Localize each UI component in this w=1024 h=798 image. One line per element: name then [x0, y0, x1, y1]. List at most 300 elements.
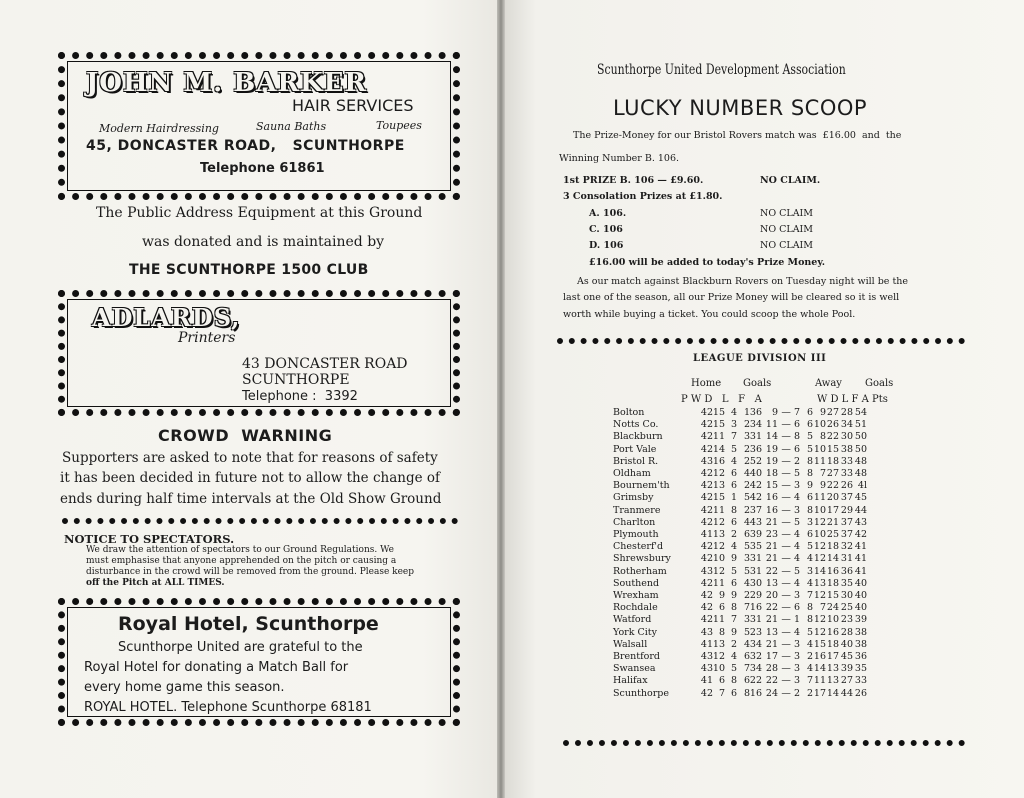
league-cell-home-lost: 5: [743, 626, 750, 638]
league-cell-home-against: 21: [765, 516, 778, 528]
league-cell-separator: — 5: [781, 468, 800, 479]
consolation-heading: 3 Consolation Prizes at £1.80.: [563, 191, 723, 202]
league-cell-home-drawn: 3: [730, 419, 737, 431]
league-cell-separator: — 6: [781, 419, 800, 431]
league-cell-played: 43: [700, 565, 713, 577]
league-cell-away-drawn: 13: [813, 577, 826, 589]
league-cell-away-for: 25: [826, 529, 839, 540]
league-group-away: Away: [815, 378, 842, 389]
crowd-warning-line3: ends during half time intervals at the Old Show Ground: [60, 491, 442, 507]
league-cell-away-won: 6: [806, 529, 813, 540]
league-cell-played: 41: [700, 529, 713, 540]
league-cell-away-won: 4: [806, 638, 813, 650]
league-cell-points: 44: [854, 504, 867, 516]
barker-subtitle: HAIR SERVICES: [292, 96, 414, 115]
league-cell-team-name: Charlton: [613, 516, 656, 528]
league-cell-away-against: 30: [840, 590, 853, 601]
league-cell-home-for: 42: [749, 480, 762, 492]
league-cell-away-drawn: 10: [813, 529, 826, 540]
consolation-status: NO CLAIM: [760, 208, 814, 219]
league-cell-home-won: 12: [712, 468, 725, 479]
league-cell-away-won: 6: [806, 419, 813, 431]
league-cell-team-name: Tranmere: [613, 504, 661, 516]
league-cell-home-for: 23: [749, 626, 762, 638]
league-cell-home-lost: 6: [743, 529, 750, 540]
league-table: [613, 407, 1024, 707]
league-cell-home-lost: 4: [743, 516, 750, 528]
league-cell-points: 48: [854, 455, 867, 467]
league-cell-away-drawn: 7: [819, 602, 826, 614]
league-cell-team-name: Plymouth: [613, 529, 659, 540]
league-cell-home-drawn: 5: [730, 443, 737, 455]
association-heading: Scunthorpe United Development Association: [597, 62, 846, 78]
league-cell-home-for: 31: [749, 565, 762, 577]
league-cell-home-won: 10: [712, 553, 725, 565]
league-cell-home-against: 13: [765, 626, 778, 638]
league-cell-away-drawn: 12: [813, 516, 826, 528]
league-cell-home-against: 16: [765, 492, 778, 504]
league-row: [613, 602, 1024, 614]
league-cell-home-won: 12: [712, 565, 725, 577]
league-cell-home-won: 8: [718, 626, 725, 638]
league-cell-points: 35: [854, 663, 867, 675]
league-cell-home-for: 16: [749, 687, 762, 699]
consolation-status: NO CLAIM: [760, 224, 814, 235]
league-cell-team-name: Port Vale: [613, 443, 657, 455]
league-cell-home-lost: 2: [743, 504, 750, 516]
league-title: LEAGUE DIVISION III: [693, 353, 827, 364]
league-cell-home-drawn: 7: [730, 431, 737, 443]
league-row: [613, 431, 1024, 443]
league-cell-home-drawn: 8: [730, 602, 737, 614]
adlards-address1: 43 DONCASTER ROAD: [242, 356, 408, 372]
league-cell-away-won: 8: [806, 455, 813, 467]
league-cell-away-won: 2: [806, 651, 813, 662]
league-cell-team-name: Shrewsbury: [613, 553, 671, 565]
league-cell-home-for: 39: [749, 529, 762, 540]
league-cell-played: 42: [700, 480, 713, 492]
league-cell-separator: — 8: [781, 431, 800, 443]
league-cell-home-against: 20: [765, 590, 778, 601]
league-cell-separator: — 4: [781, 541, 800, 553]
league-cell-points: 38: [854, 626, 867, 638]
lucky-number-title: LUCKY NUMBER SCOOP: [613, 96, 868, 120]
league-cell-team-name: Oldham: [613, 468, 651, 479]
league-cell-home-drawn: 2: [730, 529, 737, 540]
league-cell-away-against: 23: [840, 614, 853, 626]
league-cell-played: 42: [700, 590, 713, 601]
league-cell-home-against: 23: [765, 529, 778, 540]
league-cell-points: 33: [854, 675, 867, 687]
consolation-number: A. 106.: [589, 208, 627, 219]
league-cell-home-for: 52: [749, 455, 762, 467]
royal-hotel-title: Royal Hotel, Scunthorpe: [118, 613, 379, 635]
league-cell-away-for: 15: [826, 443, 839, 455]
league-cell-home-for: 34: [749, 419, 762, 431]
league-group-home: Home: [691, 378, 722, 389]
league-cell-away-won: 4: [806, 553, 813, 565]
league-cell-away-for: 13: [826, 675, 839, 687]
league-cell-played: 42: [700, 516, 713, 528]
league-cell-away-for: 16: [826, 626, 839, 638]
league-cell-played: 42: [700, 443, 713, 455]
league-cell-home-won: 11: [712, 504, 725, 516]
first-prize-status: NO CLAIM.: [760, 175, 821, 186]
league-cell-home-drawn: 6: [730, 480, 737, 492]
league-cell-home-won: 6: [718, 602, 725, 614]
league-cell-home-against: 16: [765, 504, 778, 516]
league-cell-points: 43: [854, 516, 867, 528]
league-row: [613, 675, 1024, 687]
league-cell-away-drawn: 11: [813, 455, 826, 467]
league-cell-home-drawn: 4: [730, 407, 737, 418]
league-cell-home-against: 11: [765, 419, 778, 431]
league-cell-away-for: 22: [826, 480, 839, 492]
league-cell-team-name: Blackburn: [613, 431, 663, 443]
league-cell-home-drawn: 6: [730, 516, 737, 528]
closing-line1: As our match against Blackburn Rovers on Tuesday night will be the: [577, 276, 909, 287]
league-cell-away-won: 5: [806, 626, 813, 638]
league-row: [613, 444, 1024, 456]
first-prize-label: 1st PRIZE B. 106 — £9.60.: [563, 175, 704, 186]
league-cell-home-won: 12: [712, 651, 725, 662]
league-cell-away-won: 8: [806, 602, 813, 614]
league-cell-played: 43: [700, 663, 713, 675]
league-cell-played: 41: [700, 675, 713, 687]
league-cell-home-lost: 5: [743, 541, 750, 553]
league-cell-team-name: Halifax: [613, 675, 648, 687]
pa-notice-line1: The Public Address Equipment at this Ground: [96, 205, 423, 221]
royal-hotel-line2: Royal Hotel for donating a Match Ball for: [84, 660, 349, 675]
league-cell-home-won: 15: [712, 419, 725, 431]
league-cell-separator: — 4: [781, 626, 800, 638]
spectators-notice-line2: must emphasise that anyone apprehended on the pitch or causing a: [86, 556, 397, 566]
league-cell-team-name: Rochdale: [613, 602, 658, 614]
league-cell-away-for: 14: [826, 687, 839, 699]
league-cell-home-drawn: 9: [730, 590, 737, 601]
league-cell-points: 51: [854, 419, 867, 431]
league-row: [613, 627, 1024, 639]
league-cell-away-drawn: 9: [819, 480, 826, 492]
league-cell-home-drawn: 9: [730, 553, 737, 565]
divider-rule: [557, 338, 965, 344]
league-cell-home-for: 30: [749, 577, 762, 589]
league-row: [613, 407, 1024, 419]
league-cell-points: 40: [854, 590, 867, 601]
league-cell-points: 41: [854, 553, 867, 565]
league-cell-points: 38: [854, 638, 867, 650]
league-cell-away-against: 34: [840, 419, 853, 431]
league-cell-away-won: 4: [806, 577, 813, 589]
league-cell-home-drawn: 5: [730, 565, 737, 577]
league-cell-away-for: 18: [826, 577, 839, 589]
league-cell-played: 42: [700, 419, 713, 431]
crowd-warning-line2: it has been decided in future not to allow the change of: [60, 470, 441, 486]
league-cell-home-drawn: 8: [730, 504, 737, 516]
league-cell-team-name: Watford: [613, 614, 652, 626]
league-cell-away-against: 31: [840, 553, 853, 565]
league-row: [613, 590, 1024, 602]
league-cell-away-for: 21: [826, 516, 839, 528]
league-cell-separator: — 7: [781, 407, 800, 418]
league-cell-away-drawn: 12: [813, 541, 826, 553]
league-cell-away-drawn: 8: [819, 431, 826, 443]
league-cell-home-drawn: 6: [730, 687, 737, 699]
league-cell-home-against: 21: [765, 553, 778, 565]
league-cell-home-for: 22: [749, 675, 762, 687]
league-cell-home-drawn: 2: [730, 638, 737, 650]
league-cell-away-drawn: 7: [819, 468, 826, 479]
league-cell-home-lost: 2: [743, 480, 750, 492]
league-cell-played: 42: [700, 553, 713, 565]
league-cell-away-against: 45: [840, 651, 853, 662]
league-cell-separator: — 3: [781, 504, 800, 516]
league-row: [613, 663, 1024, 675]
league-cell-team-name: Brentford: [613, 651, 660, 662]
league-cell-separator: — 1: [781, 614, 800, 626]
league-cell-away-for: 22: [826, 431, 839, 443]
barker-service-hairdressing: Modern Hairdressing: [99, 122, 219, 135]
league-cell-home-for: 40: [749, 468, 762, 479]
league-cell-home-won: 15: [712, 492, 725, 504]
league-cell-home-drawn: 6: [730, 468, 737, 479]
league-cell-home-against: 14: [765, 431, 778, 443]
league-cell-home-lost: 2: [743, 455, 750, 467]
league-cell-team-name: Scunthorpe: [613, 687, 669, 699]
league-cell-home-won: 11: [712, 614, 725, 626]
league-head-away: W D L F A Pts: [817, 394, 888, 405]
league-cell-team-name: Bolton: [613, 407, 645, 418]
league-cell-home-won: 6: [718, 675, 725, 687]
league-cell-team-name: Bristol R.: [613, 455, 659, 467]
league-cell-played: 43: [700, 626, 713, 638]
league-cell-home-for: 36: [749, 407, 762, 418]
league-cell-away-against: 40: [840, 638, 853, 650]
league-cell-away-for: 10: [826, 614, 839, 626]
carry-over-note: £16.00 will be added to today's Prize Money.: [589, 257, 826, 268]
league-cell-team-name: Bournem'th: [613, 480, 670, 492]
league-cell-away-drawn: 12: [813, 614, 826, 626]
consolation-number: C. 106: [589, 224, 623, 235]
league-cell-away-won: 5: [806, 431, 813, 443]
league-cell-points: 41: [854, 565, 867, 577]
league-cell-home-won: 13: [712, 638, 725, 650]
league-cell-points: 40: [854, 577, 867, 589]
league-cell-home-won: 12: [712, 516, 725, 528]
barker-service-sauna: Sauna Baths: [256, 120, 327, 133]
league-cell-home-for: 43: [749, 516, 762, 528]
league-cell-home-lost: 4: [743, 638, 750, 650]
league-cell-played: 42: [700, 614, 713, 626]
league-cell-home-against: 28: [765, 663, 778, 675]
league-cell-away-against: 30: [840, 431, 853, 443]
league-cell-home-won: 7: [718, 687, 725, 699]
league-cell-home-for: 31: [749, 614, 762, 626]
league-cell-away-for: 20: [826, 492, 839, 504]
league-cell-team-name: Walsall: [613, 638, 648, 650]
league-cell-home-drawn: 5: [730, 663, 737, 675]
league-cell-away-drawn: 10: [813, 504, 826, 516]
league-cell-away-against: 28: [840, 407, 853, 418]
league-cell-separator: — 3: [781, 480, 800, 492]
league-cell-played: 42: [700, 687, 713, 699]
league-cell-played: 42: [700, 541, 713, 553]
league-cell-away-drawn: 10: [813, 443, 826, 455]
league-cell-separator: — 3: [781, 590, 800, 601]
league-cell-home-against: 22: [765, 565, 778, 577]
league-row: [613, 651, 1024, 663]
league-cell-away-drawn: 12: [813, 626, 826, 638]
league-cell-team-name: Chesterf'd: [613, 541, 664, 553]
spectators-notice-line1: We draw the attention of spectators to our Ground Regulations. We: [86, 545, 394, 555]
league-cell-home-against: 18: [765, 468, 778, 479]
league-row: [613, 456, 1024, 468]
league-cell-separator: — 4: [781, 577, 800, 589]
league-cell-away-won: 8: [806, 614, 813, 626]
league-cell-home-lost: 5: [743, 492, 750, 504]
league-cell-team-name: Rotherham: [613, 565, 667, 577]
league-cell-team-name: Wrexham: [613, 590, 659, 601]
closing-line2: last one of the season, all our Prize Money will be cleared so it is well: [563, 292, 900, 303]
lucky-intro-line1: The Prize-Money for our Bristol Rovers match was £16.00 and the: [573, 130, 902, 141]
league-cell-away-won: 9: [806, 480, 813, 492]
league-head-home: P W D L F A: [681, 394, 762, 405]
right-page: [505, 0, 1024, 798]
league-cell-away-for: 14: [826, 553, 839, 565]
royal-hotel-line3: every home game this season.: [84, 680, 285, 695]
league-cell-separator: — 5: [781, 516, 800, 528]
league-cell-home-for: 29: [749, 590, 762, 601]
spectators-notice-title: NOTICE TO SPECTATORS.: [64, 532, 235, 546]
league-cell-home-lost: 5: [743, 565, 750, 577]
league-cell-home-lost: 7: [743, 663, 750, 675]
spectators-notice-line4: off the Pitch at ALL TIMES.: [86, 578, 225, 588]
league-cell-away-won: 8: [806, 468, 813, 479]
league-cell-home-won: 14: [712, 443, 725, 455]
league-cell-played: 42: [700, 431, 713, 443]
league-cell-away-drawn: 14: [813, 663, 826, 675]
league-cell-home-lost: 2: [743, 443, 750, 455]
crowd-warning-line1: Supporters are asked to note that for reasons of safety: [62, 450, 438, 466]
league-cell-home-for: 42: [749, 492, 762, 504]
league-cell-home-against: 21: [765, 638, 778, 650]
league-row: [613, 517, 1024, 529]
league-cell-away-won: 2: [806, 687, 813, 699]
league-cell-points: 26: [854, 687, 867, 699]
league-cell-points: 45: [854, 492, 867, 504]
league-cell-away-against: 27: [840, 675, 853, 687]
league-cell-away-won: 3: [806, 516, 813, 528]
league-cell-separator: — 3: [781, 651, 800, 662]
league-cell-home-lost: 6: [743, 651, 750, 662]
league-cell-away-won: 6: [806, 492, 813, 504]
league-cell-away-for: 27: [826, 468, 839, 479]
league-cell-home-lost: 8: [743, 687, 750, 699]
league-row: [613, 480, 1024, 492]
adlards-address2: SCUNTHORPE: [242, 372, 350, 388]
league-row: [613, 492, 1024, 504]
league-cell-away-against: 33: [840, 468, 853, 479]
league-cell-home-drawn: 4: [730, 455, 737, 467]
league-group-goals: Goals: [865, 378, 894, 389]
league-cell-away-against: 35: [840, 577, 853, 589]
league-cell-away-won: 7: [806, 675, 813, 687]
league-cell-played: 43: [700, 651, 713, 662]
barker-name: JOHN M. BARKER: [86, 68, 367, 98]
league-cell-home-won: 12: [712, 541, 725, 553]
league-cell-home-drawn: 9: [730, 626, 737, 638]
league-cell-away-drawn: 12: [813, 590, 826, 601]
consolation-number: D. 106: [589, 240, 624, 251]
league-cell-points: 48: [854, 468, 867, 479]
adlards-subtitle: Printers: [178, 330, 236, 346]
league-cell-home-won: 9: [718, 590, 725, 601]
league-cell-home-for: 35: [749, 541, 762, 553]
league-cell-away-drawn: 11: [813, 675, 826, 687]
league-cell-away-drawn: 11: [813, 492, 826, 504]
league-cell-away-drawn: 15: [813, 638, 826, 650]
league-cell-home-for: 32: [749, 651, 762, 662]
league-cell-home-against: 15: [765, 480, 778, 492]
league-cell-away-for: 26: [826, 419, 839, 431]
league-cell-home-lost: 6: [743, 675, 750, 687]
league-cell-home-lost: 3: [743, 614, 750, 626]
league-cell-away-against: 37: [840, 529, 853, 540]
league-cell-home-for: 34: [749, 638, 762, 650]
league-cell-away-drawn: 10: [813, 419, 826, 431]
league-row: [613, 419, 1024, 431]
league-cell-played: 41: [700, 638, 713, 650]
league-cell-separator: — 4: [781, 529, 800, 540]
league-cell-points: 41: [854, 541, 867, 553]
league-cell-home-against: 21: [765, 541, 778, 553]
league-cell-away-won: 6: [806, 407, 813, 418]
league-cell-played: 42: [700, 492, 713, 504]
league-row: [613, 566, 1024, 578]
league-cell-away-for: 15: [826, 590, 839, 601]
league-cell-team-name: Notts Co.: [613, 419, 659, 431]
league-cell-home-drawn: 4: [730, 651, 737, 662]
league-cell-away-against: 39: [840, 663, 853, 675]
league-row: [613, 505, 1024, 517]
league-cell-away-for: 16: [826, 565, 839, 577]
league-cell-home-won: 13: [712, 529, 725, 540]
divider-rule: [563, 740, 965, 746]
divider-rule: [62, 518, 458, 524]
league-cell-away-against: 32: [840, 541, 853, 553]
league-cell-home-lost: 2: [743, 590, 750, 601]
pa-notice-line2: was donated and is maintained by: [142, 234, 385, 250]
league-cell-away-against: 44: [840, 687, 853, 699]
league-cell-home-against: 22: [765, 602, 778, 614]
league-cell-home-won: 10: [712, 663, 725, 675]
league-cell-away-won: 3: [806, 565, 813, 577]
league-cell-points: 50: [854, 431, 867, 443]
barker-service-toupees: Toupees: [376, 119, 422, 132]
league-cell-home-for: 37: [749, 504, 762, 516]
league-cell-home-drawn: 4: [730, 541, 737, 553]
league-cell-separator: — 6: [781, 443, 800, 455]
pa-notice-club: THE SCUNTHORPE 1500 CLUB: [129, 262, 369, 278]
league-cell-home-for: 16: [749, 602, 762, 614]
league-cell-home-against: 24: [765, 687, 778, 699]
league-cell-home-against: 21: [765, 614, 778, 626]
league-cell-separator: — 2: [781, 687, 800, 699]
league-row: [613, 578, 1024, 590]
league-cell-team-name: Swansea: [613, 663, 656, 675]
league-cell-separator: — 3: [781, 663, 800, 675]
adlards-telephone: Telephone : 3392: [242, 389, 358, 404]
